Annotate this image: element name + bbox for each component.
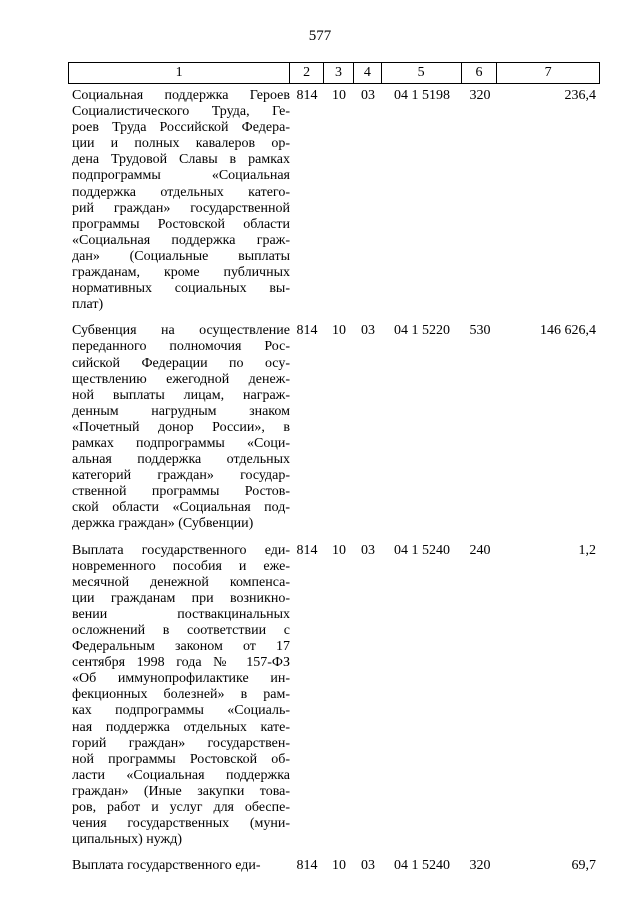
- description-line: Социалистического Труда, Ге-: [72, 104, 290, 120]
- code-expense-type: 240: [469, 542, 491, 558]
- page-number: 577: [308, 28, 332, 44]
- description-line: рий граждан» государственной: [72, 200, 290, 216]
- description-line: фекционных болезней» в рам-: [72, 687, 290, 703]
- row-description: [68, 858, 290, 874]
- description-line: держка граждан» (Субвенции): [72, 516, 254, 532]
- description-line: чения государственных (муни-: [72, 816, 290, 832]
- table-row: [68, 543, 600, 849]
- description-line: альная поддержка отдельных: [72, 452, 290, 468]
- code-subsection: 03: [361, 88, 375, 103]
- description-line: «Социальная поддержка граж-: [72, 232, 290, 248]
- header-col-7: 7: [544, 65, 552, 80]
- description-line: ров, работ и услуг для обеспе-: [72, 800, 290, 816]
- header-col-3: 3: [324, 63, 354, 83]
- description-line: ции гражданам при возникно-: [72, 590, 290, 606]
- row-description: [68, 543, 290, 849]
- header-col-4: 4: [354, 63, 382, 83]
- description-line: «Почетный донор России», в: [72, 419, 290, 435]
- description-line: Федеральным законом от 17: [72, 639, 290, 655]
- code-ministry: 814: [296, 542, 318, 558]
- table-row: [68, 88, 600, 313]
- description-line: плат): [72, 297, 104, 313]
- amount: 146 626,4: [540, 323, 596, 339]
- code-target-article: 04 1 5240: [394, 542, 450, 558]
- code-expense-type: 530: [469, 323, 491, 339]
- header-col-1: 1: [69, 63, 290, 83]
- code-subsection: 03: [361, 323, 375, 339]
- code-section: 10: [332, 88, 346, 103]
- description-line: ках подпрограммы «Социаль-: [72, 703, 290, 719]
- description-line: сийской Федерации по осу-: [72, 355, 290, 371]
- description-line: рамках подпрограммы «Соци-: [72, 435, 290, 451]
- table-body: [68, 88, 600, 884]
- description-line: поддержка отдельных катего-: [72, 184, 290, 200]
- description-line: категорий граждан» государ-: [72, 468, 290, 484]
- amount: 1,2: [578, 542, 596, 558]
- description-line: вении поствакцинальных: [72, 606, 290, 622]
- description-line: ной программы Ростовской об-: [72, 751, 290, 767]
- description-line: ции и полных кавалеров ор-: [72, 136, 290, 152]
- amount: 69,7: [571, 858, 596, 874]
- description-line: Субвенция на осуществление: [72, 323, 290, 339]
- description-line: дена Трудовой Славы в рамках: [72, 152, 290, 168]
- description-line: гражданам, кроме публичных: [72, 265, 290, 281]
- header-col-2: 2: [290, 63, 324, 83]
- code-section: 10: [332, 323, 346, 339]
- description-line: «Об иммунопрофилактике ин-: [72, 671, 290, 687]
- code-target-article: 04 1 5240: [394, 858, 450, 874]
- description-line: программы Ростовской области: [72, 216, 290, 232]
- code-ministry: 814: [296, 88, 318, 103]
- description-line: осложнений в соответствии с: [72, 623, 290, 638]
- code-ministry: 814: [296, 858, 318, 874]
- description-line: ственной программы Ростов-: [72, 484, 290, 500]
- code-section: 10: [332, 858, 346, 874]
- description-line: граждан» (Иные закупки това-: [72, 783, 290, 799]
- code-expense-type: 320: [469, 88, 491, 103]
- description-line: ципальных) нужд): [72, 832, 183, 848]
- description-line: подпрограммы «Социальная: [72, 168, 290, 184]
- table-row: [68, 858, 600, 874]
- code-expense-type: 320: [469, 858, 491, 874]
- code-ministry: 814: [296, 323, 318, 339]
- description-line: денным нагрудным знаком: [72, 403, 290, 419]
- description-line: дан» (Социальные выплаты: [72, 248, 290, 264]
- description-line: Выплата государственного еди-: [72, 858, 261, 874]
- description-line: переданного полномочия Рос-: [72, 339, 290, 355]
- code-target-article: 04 1 5220: [394, 323, 450, 339]
- code-subsection: 03: [361, 858, 375, 874]
- description-line: ной выплаты лицам, награж-: [72, 387, 290, 403]
- description-line: ской области «Социальная под-: [72, 500, 290, 516]
- table-row: [68, 323, 600, 532]
- description-line: роев Труда Российской Федера-: [72, 120, 290, 136]
- description-line: горий граждан» государствен-: [72, 735, 290, 751]
- amount: 236,4: [564, 88, 596, 103]
- header-col-6: 6: [462, 63, 498, 83]
- table-header: [68, 62, 600, 84]
- description-line: сентября 1998 года № 157-ФЗ: [72, 655, 290, 671]
- code-subsection: 03: [361, 542, 375, 558]
- description-line: ласти «Социальная поддержка: [72, 767, 290, 783]
- code-section: 10: [332, 542, 346, 558]
- description-line: месячной денежной компенса-: [72, 574, 290, 590]
- header-col-5: 5: [382, 63, 462, 83]
- description-line: Социальная поддержка Героев: [72, 88, 290, 103]
- description-line: Выплата государственного еди-: [72, 542, 290, 558]
- code-target-article: 04 1 5198: [394, 88, 450, 103]
- row-description: [68, 88, 290, 313]
- description-line: новременного пособия и еже-: [72, 558, 290, 574]
- description-line: ная поддержка отдельных кате-: [72, 719, 290, 735]
- description-line: нормативных социальных вы-: [72, 281, 290, 297]
- description-line: ществлению ежегодной денеж-: [72, 371, 290, 387]
- row-description: [68, 323, 290, 532]
